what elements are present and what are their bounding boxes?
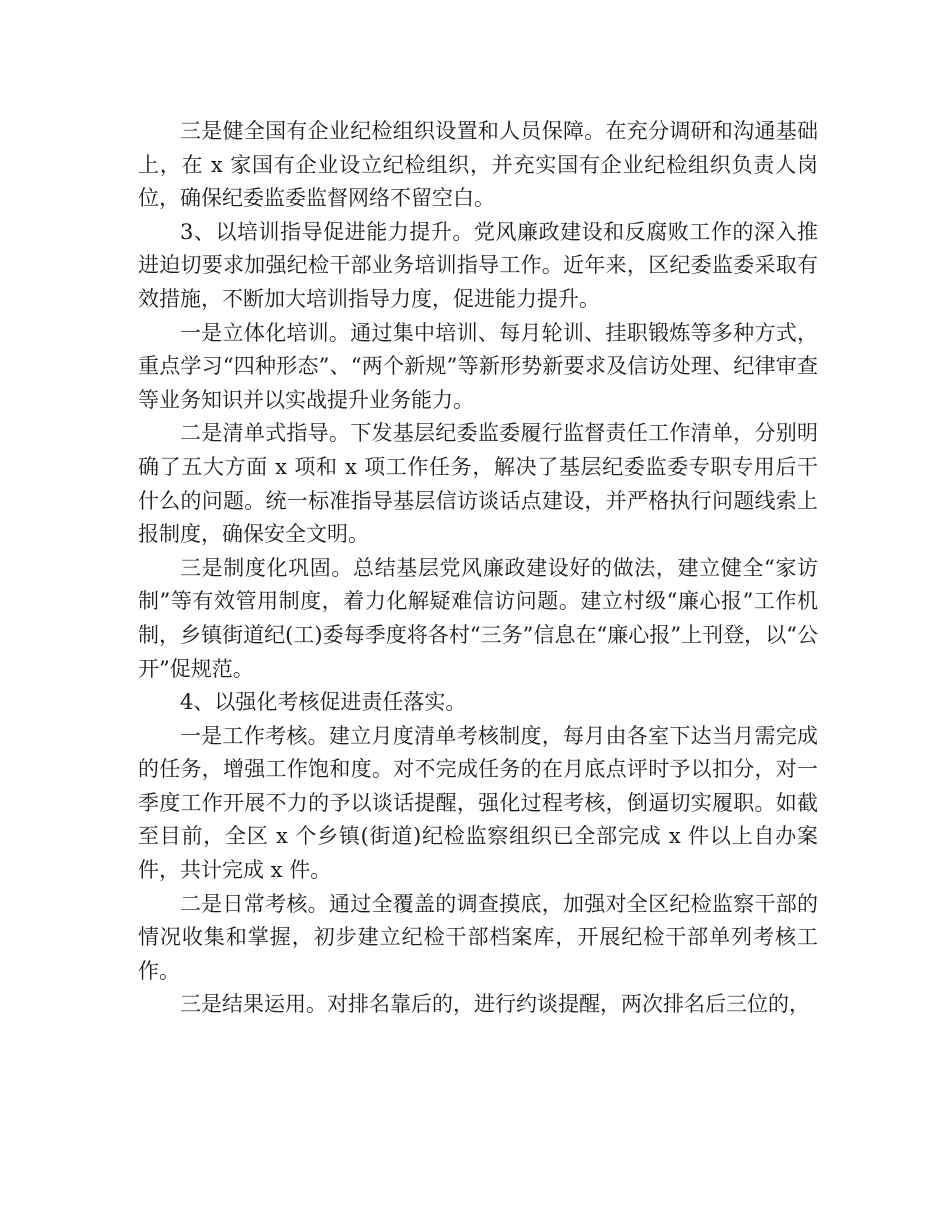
paragraph-8: 二是日常考核。通过全覆盖的调查摸底，加强对全区纪检监察干部的情况收集和掌握，初步建立纪检干部档案库，开展纪检干部单列考核工作。 bbox=[138, 891, 818, 983]
paragraph-6: 4、以强化考核促进责任落实。 bbox=[180, 690, 467, 715]
paragraph-3: 一是立体化培训。通过集中培训、每月轮训、挂职锻炼等多种方式，重点学习“四种形态”、“两个新规”等新形势新要求及信访处理、纪律审查等业务知识并以实战提升业务能力。 bbox=[138, 320, 818, 412]
paragraph-4: 二是清单式指导。下发基层纪委监委履行监督责任工作清单，分别明确了五大方面 x 项和 x 项工作任务，解决了基层纪委监委专职专用后干什么的问题。统一标准指导基层信访谈话点建设，并严格执行问题线索上报制度，确保安全文明。 bbox=[138, 421, 818, 547]
paragraph-5: 三是制度化巩固。总结基层党风廉政建设好的做法，建立健全“家访制”等有效管用制度，着力化解疑难信访问题。建立村级“廉心报”工作机制，乡镇街道纪(工)委每季度将各村“三务”信息在“廉心报”上刊登，以“公开”促规范。 bbox=[138, 555, 818, 681]
document-body bbox=[138, 115, 818, 1022]
paragraph-9: 三是结果运用。对排名靠后的，进行约谈提醒，两次排名后三位的， bbox=[180, 992, 810, 1017]
paragraph-2: 3、以培训指导促进能力提升。党风廉政建设和反腐败工作的深入推进迫切要求加强纪检干部业务培训指导工作。近年来，区纪委监委采取有效措施，不断加大培训指导力度，促进能力提升。 bbox=[138, 219, 818, 311]
paragraph-1: 三是健全国有企业纪检组织设置和人员保障。在充分调研和沟通基础上，在 x 家国有企业设立纪检组织，并充实国有企业纪检组织负责人岗位，确保纪委监委监督网络不留空白。 bbox=[138, 119, 818, 211]
paragraph-7: 一是工作考核。建立月度清单考核制度，每月由各室下达当月需完成的任务，增强工作饱和度。对不完成任务的在月底点评时予以扣分，对一季度工作开展不力的予以谈话提醒，强化过程考核，倒逼切实履职。如截至目前，全区 x 个乡镇(街道)纪检监察组织已全部完成 x 件以上自办案件，共计完成 x 件。 bbox=[138, 723, 818, 883]
